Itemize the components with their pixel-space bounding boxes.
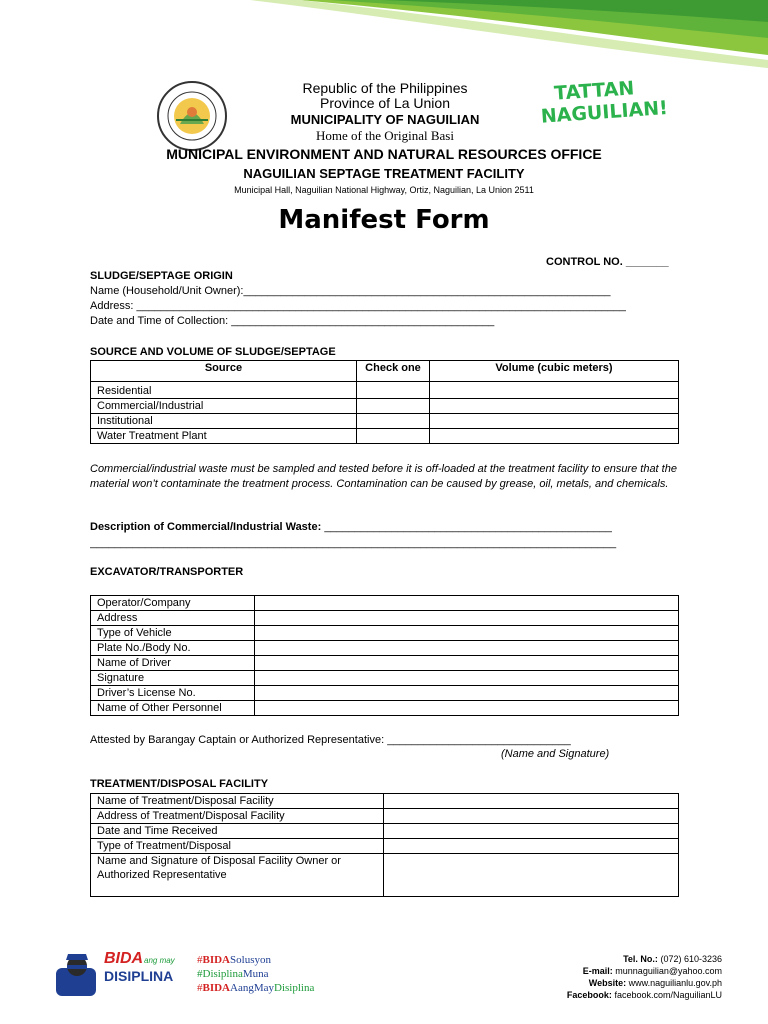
- facebook-link[interactable]: facebook.com/NaguilianLU: [614, 990, 722, 1000]
- table-header-row: [91, 361, 679, 382]
- table-row: [91, 794, 679, 809]
- row-label: Date and Time Received: [91, 824, 384, 839]
- value-cell[interactable]: [384, 854, 679, 897]
- officer-icon: [52, 950, 102, 996]
- naguilian-text: NAGUILIAN!: [540, 96, 669, 128]
- col-check: Check one: [357, 361, 430, 382]
- row-label: Operator/Company: [91, 596, 255, 611]
- tagline: Home of the Original Basi: [316, 128, 454, 143]
- table-row: [91, 809, 679, 824]
- header-swoosh: [0, 0, 768, 80]
- check-cell[interactable]: [357, 429, 430, 444]
- value-cell[interactable]: [255, 611, 679, 626]
- owner-label-line1: Name and Signature of Disposal Facility Owner or: [97, 855, 341, 867]
- table-row: [91, 671, 679, 686]
- table-row: [91, 626, 679, 641]
- form-title: Manifest Form: [278, 205, 490, 235]
- source-heading: SOURCE AND VOLUME OF SLUDGE/SEPTAGE: [90, 346, 336, 358]
- attested-label: Attested by Barangay Captain or Authorized Representative:: [90, 734, 385, 746]
- source-label: Institutional: [91, 414, 357, 429]
- disposal-heading: TREATMENT/DISPOSAL FACILITY: [90, 778, 269, 790]
- row-label: Plate No./Body No.: [91, 641, 255, 656]
- header-block: [240, 80, 530, 144]
- description-row: [90, 521, 612, 533]
- table-row: [91, 824, 679, 839]
- value-cell[interactable]: [255, 596, 679, 611]
- disiplina-text: DISIPLINA: [104, 968, 174, 984]
- office-name: MUNICIPAL ENVIRONMENT AND NATURAL RESOURCES OFFICE: [166, 146, 602, 162]
- value-cell[interactable]: [255, 641, 679, 656]
- municipality-line: MUNICIPALITY OF NAGUILIAN: [290, 112, 480, 127]
- value-cell[interactable]: [384, 839, 679, 854]
- contact-block: [480, 953, 722, 1001]
- owner-label-line2: Authorized Representative: [97, 869, 227, 881]
- source-volume-table: [90, 360, 679, 444]
- table-row: [91, 611, 679, 626]
- value-cell[interactable]: [255, 701, 679, 716]
- col-volume: Volume (cubic meters): [430, 361, 679, 382]
- email-link[interactable]: munnaguilian@yahoo.com: [615, 966, 722, 976]
- tel-row: Tel. No.: (072) 610-3236: [623, 954, 722, 964]
- row-label: [91, 854, 384, 897]
- transporter-table: [90, 595, 679, 716]
- table-row: [91, 641, 679, 656]
- origin-heading: SLUDGE/SEPTAGE ORIGIN: [90, 270, 233, 282]
- tattan-text: TATTAN: [553, 77, 635, 105]
- value-cell[interactable]: [384, 824, 679, 839]
- value-cell[interactable]: [384, 794, 679, 809]
- tattan-naguilian-logo: [539, 76, 669, 128]
- volume-cell[interactable]: [430, 399, 679, 414]
- website-link[interactable]: www.naguilianlu.gov.ph: [628, 978, 722, 988]
- row-label: Driver’s License No.: [91, 686, 255, 701]
- value-cell[interactable]: [255, 686, 679, 701]
- control-no: CONTROL NO. _______: [546, 256, 669, 268]
- value-cell[interactable]: [384, 809, 679, 824]
- contamination-note: Commercial/industrial waste must be sampled and tested before it is off-loaded at the treatment facility to ensure that the material won’t contaminate the treatment process. Contamination can be caused by grease, oil, metals, and chemicals.: [90, 463, 677, 490]
- attested-field[interactable]: ______________________________: [387, 734, 571, 746]
- source-label: Residential: [91, 382, 357, 399]
- hashtag-3: #BIDAAangMayDisiplina: [197, 982, 315, 994]
- hashtag-2: #DisiplinaMuna: [197, 968, 269, 980]
- volume-cell[interactable]: [430, 382, 679, 399]
- bida-logo: [52, 950, 187, 996]
- row-label: Address: [91, 611, 255, 626]
- check-cell[interactable]: [357, 382, 430, 399]
- table-row: [91, 701, 679, 716]
- hashtag-1: #BIDASolusyon: [197, 954, 271, 966]
- table-row: [91, 399, 679, 414]
- website-row: Website: www.naguilianlu.gov.ph: [588, 978, 722, 988]
- row-label: Type of Treatment/Disposal: [91, 839, 384, 854]
- check-cell[interactable]: [357, 414, 430, 429]
- description-field[interactable]: _______________________________________________: [324, 521, 612, 533]
- transporter-heading: EXCAVATOR/TRANSPORTER: [90, 566, 244, 578]
- ang-may-text: ang may: [144, 956, 175, 965]
- source-label: Water Treatment Plant: [91, 429, 357, 444]
- table-row: [91, 854, 679, 897]
- bida-text: BIDA: [104, 950, 144, 967]
- description-line-2[interactable]: ______________________________________________________________________________________: [90, 537, 617, 549]
- table-row: [91, 656, 679, 671]
- volume-cell[interactable]: [430, 414, 679, 429]
- table-row: [91, 839, 679, 854]
- origin-name-field[interactable]: Name (Household/Unit Owner):____________________________________________________________: [90, 285, 611, 297]
- table-row: [91, 686, 679, 701]
- collection-date-field[interactable]: Date and Time of Collection: ___________________________________________: [90, 315, 495, 327]
- municipal-seal-icon: [156, 80, 228, 152]
- email-row: E-mail: munnaguilian@yahoo.com: [582, 966, 722, 976]
- value-cell[interactable]: [255, 656, 679, 671]
- value-cell[interactable]: [255, 626, 679, 641]
- province-line: Province of La Union: [320, 95, 450, 111]
- row-label: Name of Driver: [91, 656, 255, 671]
- facility-name: NAGUILIAN SEPTAGE TREATMENT FACILITY: [243, 166, 525, 181]
- republic-line: Republic of the Philippines: [302, 80, 468, 96]
- disposal-table: [90, 793, 679, 897]
- table-row: [91, 414, 679, 429]
- description-label: Description of Commercial/Industrial Waste:: [90, 521, 322, 533]
- source-label: Commercial/Industrial: [91, 399, 357, 414]
- hashtags: [197, 953, 314, 995]
- origin-address-field[interactable]: Address: ________________________________________________________________________________: [90, 300, 626, 312]
- row-label: Address of Treatment/Disposal Facility: [91, 809, 384, 824]
- attested-row: [90, 734, 571, 746]
- table-row: [91, 382, 679, 399]
- table-row: [91, 429, 679, 444]
- row-label: Signature: [91, 671, 255, 686]
- row-label: Type of Vehicle: [91, 626, 255, 641]
- table-row: [91, 596, 679, 611]
- facebook-row: Facebook: facebook.com/NaguilianLU: [566, 990, 722, 1000]
- col-source: Source: [91, 361, 357, 382]
- attested-caption: (Name and Signature): [501, 748, 610, 760]
- value-cell[interactable]: [255, 671, 679, 686]
- check-cell[interactable]: [357, 399, 430, 414]
- row-label: Name of Treatment/Disposal Facility: [91, 794, 384, 809]
- facility-address: Municipal Hall, Naguilian National Highway, Ortiz, Naguilian, La Union 2511: [234, 185, 534, 195]
- volume-cell[interactable]: [430, 429, 679, 444]
- row-label: Name of Other Personnel: [91, 701, 255, 716]
